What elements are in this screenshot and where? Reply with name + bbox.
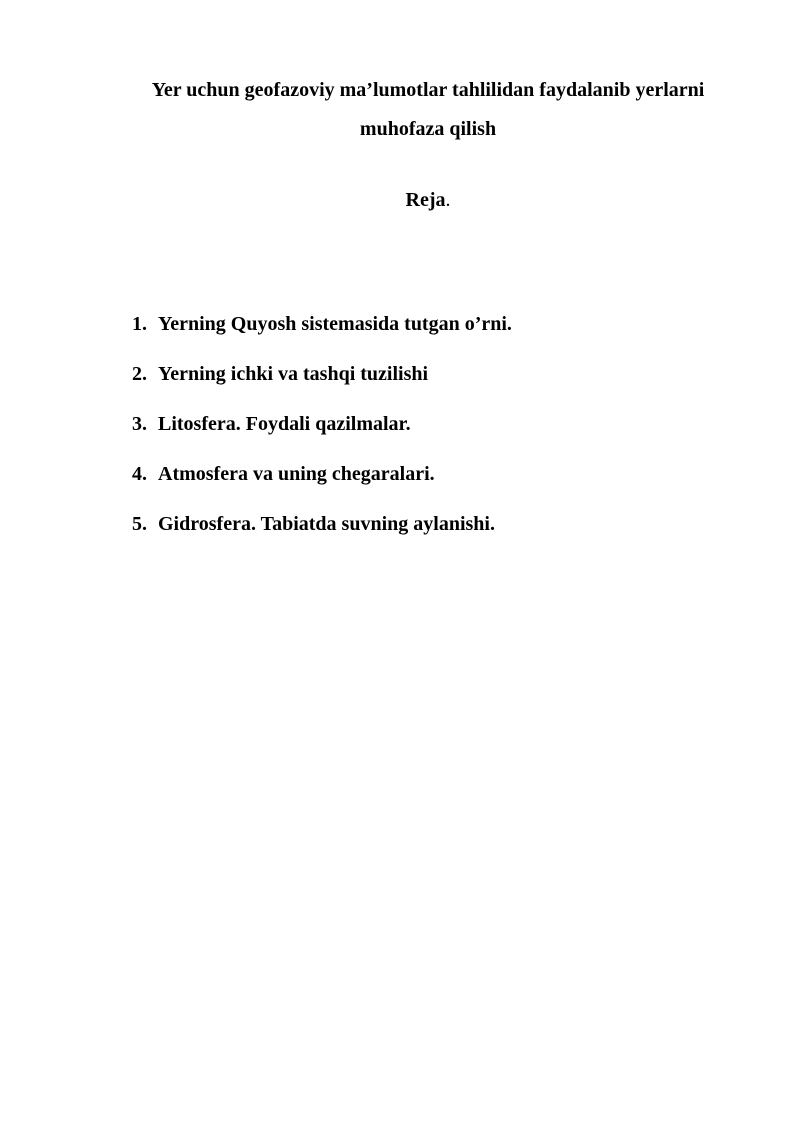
plan-heading-text: Reja	[405, 189, 446, 211]
plan-item-5	[132, 510, 512, 560]
plan-item-number: 5.	[132, 513, 147, 535]
plan-item-text: Litosfera. Foydali qazilmalar.	[158, 413, 411, 435]
plan-item-text: Yerning ichki va tashqi tuzilishi	[158, 363, 429, 385]
plan-item-number: 1.	[132, 313, 147, 335]
plan-item-number: 3.	[132, 413, 147, 435]
plan-heading-suffix: .	[445, 189, 451, 211]
plan-item-text: Atmosfera va uning chegaralari.	[158, 463, 435, 485]
plan-item-1	[132, 310, 512, 360]
plan-heading	[0, 186, 800, 214]
plan-list	[132, 310, 512, 560]
document-title-line-1: Yer uchun geofazoviy ma’lumotlar tahlilidan faydalanib yerlarni	[151, 79, 705, 101]
document-title-line-2: muhofaza qilish	[359, 118, 497, 140]
plan-item-3	[132, 410, 512, 460]
plan-item-text: Yerning Quyosh sistemasida tutgan o’rni.	[158, 313, 512, 335]
plan-item-text: Gidrosfera. Tabiatda suvning aylanishi.	[158, 513, 495, 535]
plan-item-number: 2.	[132, 363, 147, 385]
plan-item-number: 4.	[132, 463, 147, 485]
document-title	[100, 71, 756, 149]
plan-item-4	[132, 460, 512, 510]
plan-item-2	[132, 360, 512, 410]
